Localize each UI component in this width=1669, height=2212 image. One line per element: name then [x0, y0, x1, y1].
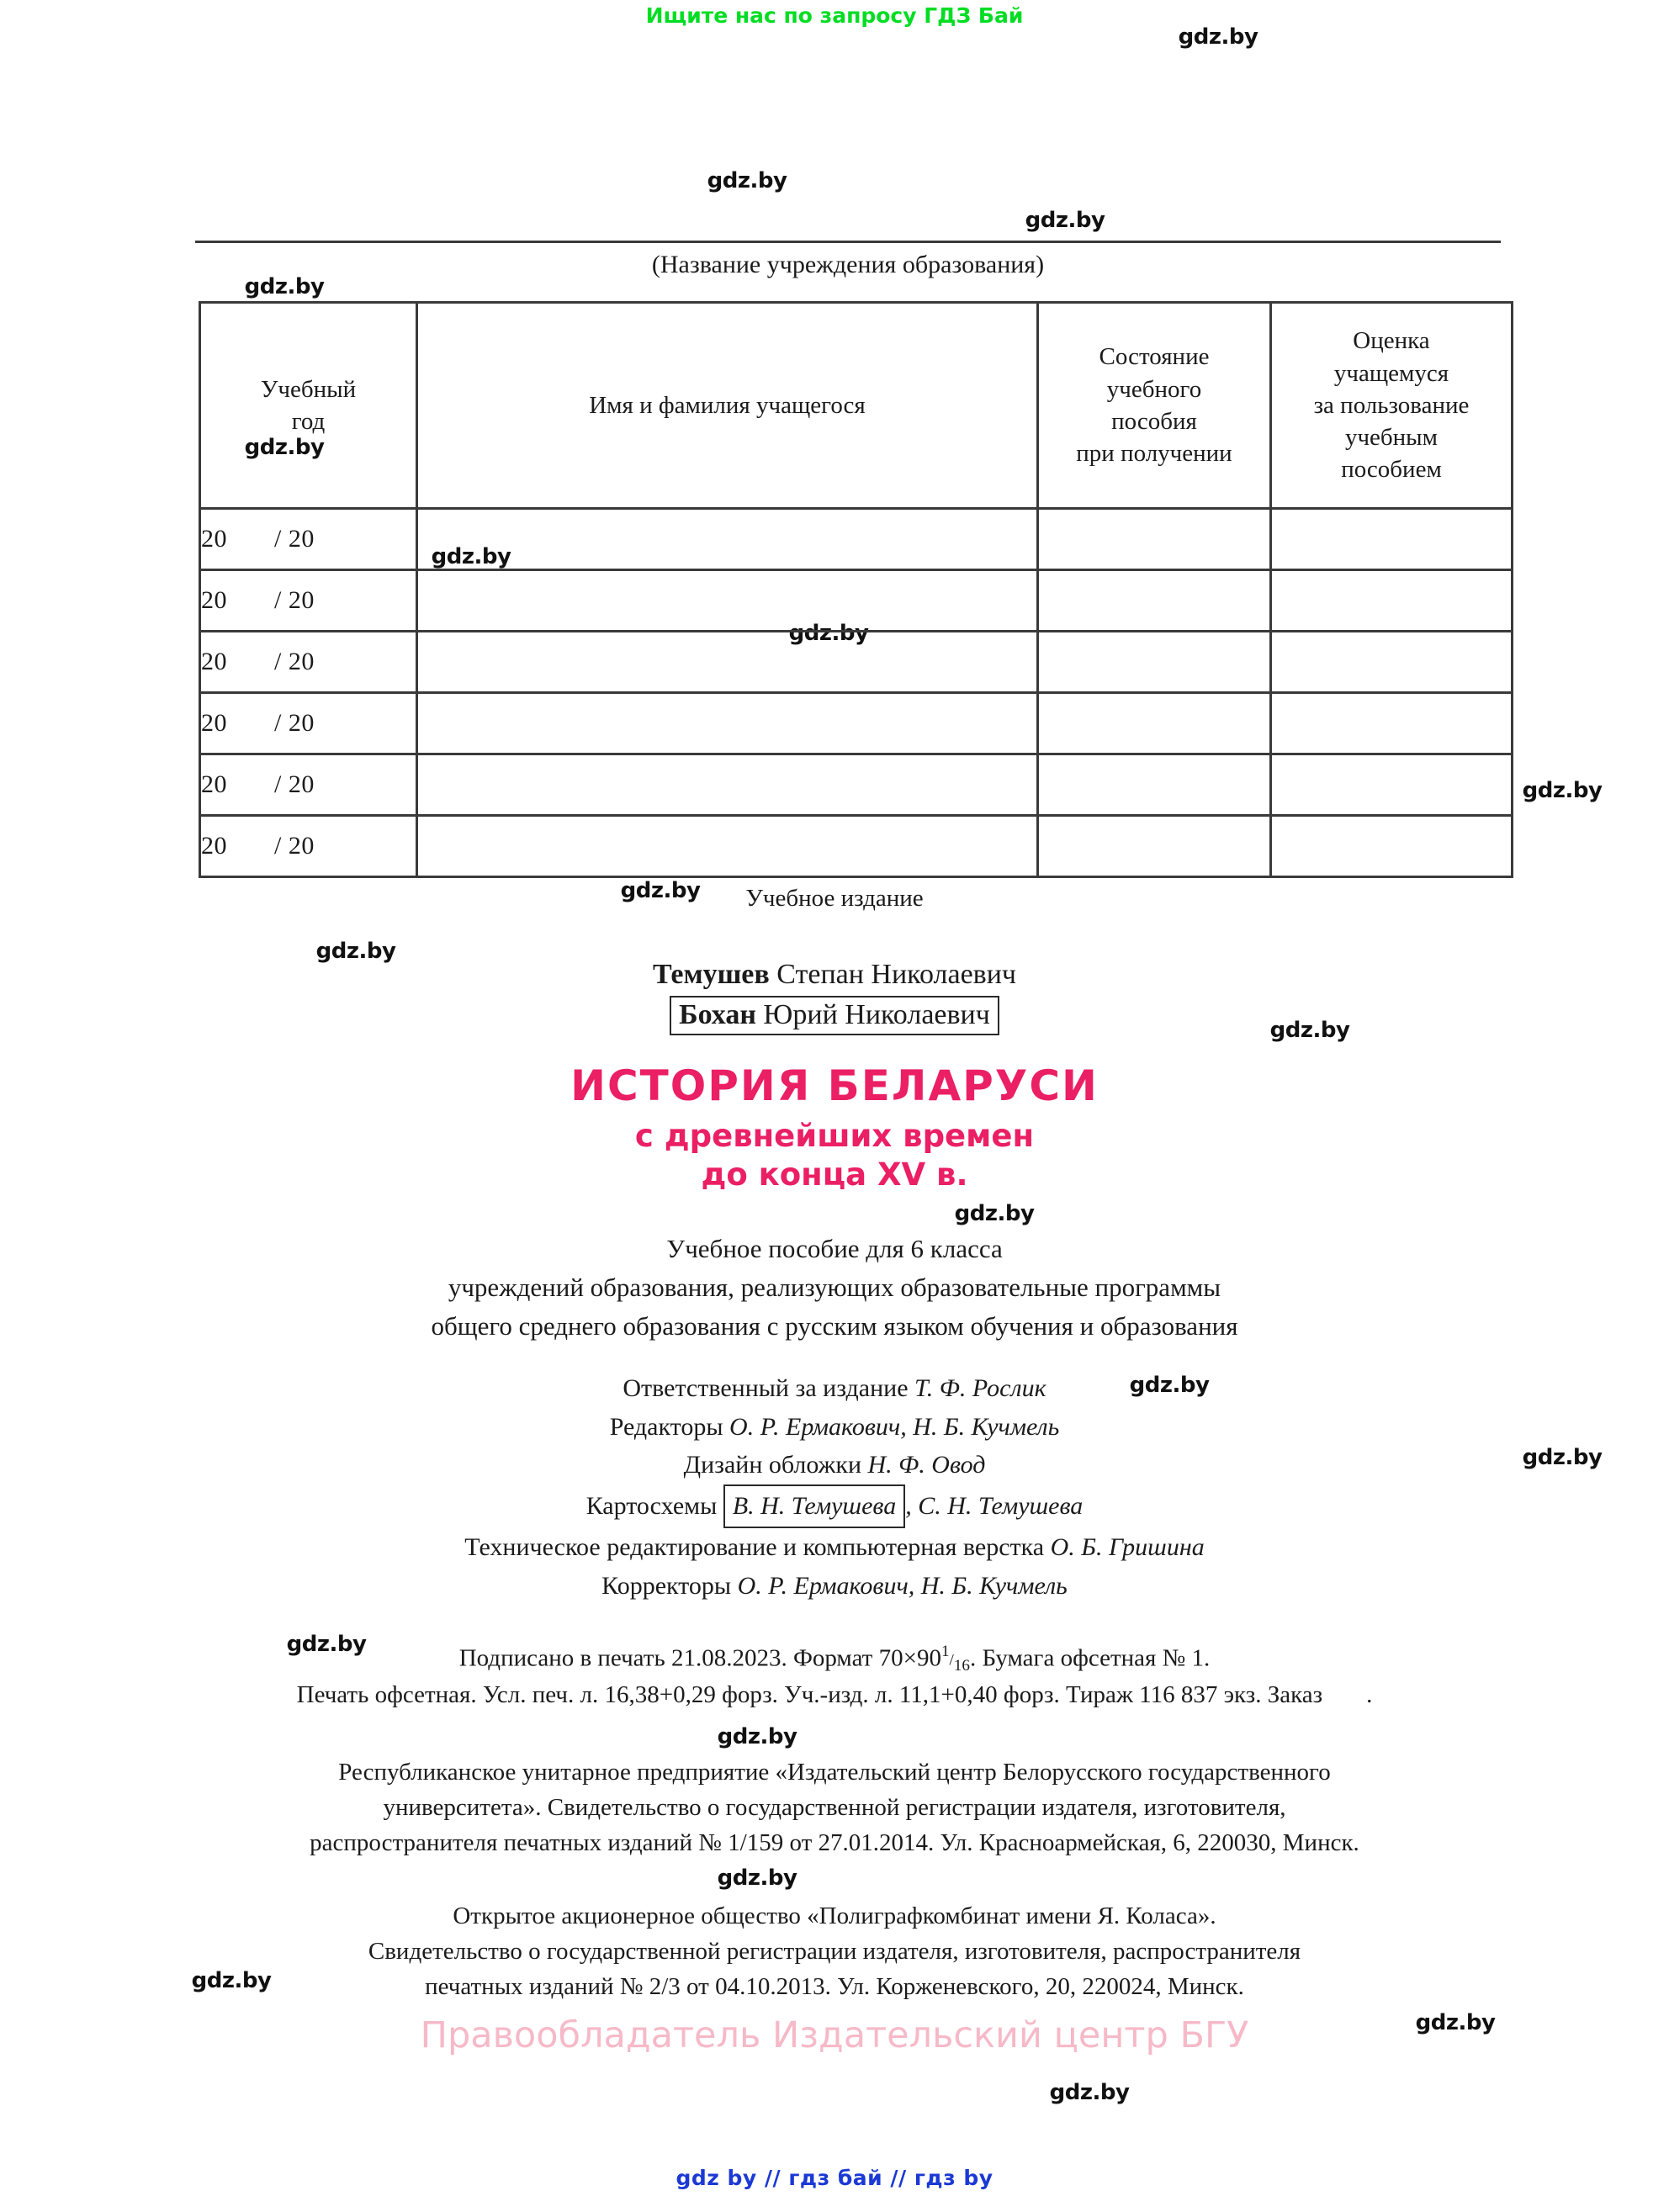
header-state-line-2: учебного	[1106, 375, 1202, 403]
institution-name-rule	[195, 241, 1501, 243]
year-from: 20	[201, 832, 227, 860]
publisher-printer-block	[0, 1898, 1669, 2004]
table-row	[200, 816, 1513, 877]
gdz-watermark: gdz.by	[244, 274, 325, 299]
credit-editors-name: О. Р. Ермакович, Н. Б. Кучмель	[729, 1412, 1060, 1441]
publisher-primary-block	[0, 1754, 1669, 1860]
gdz-watermark: gdz.by	[1049, 2080, 1130, 2105]
gdz-watermark: gdz.by	[717, 1724, 797, 1749]
year-from: 20	[201, 586, 227, 614]
cell-book-condition[interactable]	[1038, 509, 1271, 570]
header-mark-line-2: учащемуся	[1333, 359, 1449, 387]
copyright-watermark: Правообладатель Издательский центр БГУ	[420, 2014, 1249, 2056]
cell-academic-year[interactable]	[200, 816, 417, 877]
gdz-watermark: gdz.by	[244, 435, 325, 460]
table-row	[200, 693, 1513, 754]
gdz-watermark: gdz.by	[620, 878, 701, 903]
credit-maps	[0, 1484, 1669, 1529]
cell-book-condition[interactable]	[1038, 754, 1271, 816]
credit-responsible	[0, 1369, 1669, 1408]
cell-student-mark[interactable]	[1271, 509, 1513, 570]
header-year-line-1: Учебный	[260, 375, 357, 403]
publisher-primary-line-3: распространителя печатных изданий № 1/159 от 27.01.2014. Ул. Красноармейская, 6, 220030, Минск.	[310, 1829, 1359, 1857]
institution-caption: (Название учреждения образования)	[651, 251, 1045, 278]
purpose-line-2: учреждений образования, реализующих образовательные программы	[448, 1272, 1221, 1302]
header-mark-line-5: пособием	[1341, 456, 1442, 484]
purpose-line-3: общего среднего образования с русским языком обучения и образования	[431, 1310, 1238, 1341]
year-to: / 20	[274, 832, 315, 860]
credit-proofreaders-label: Корректоры	[601, 1571, 732, 1600]
book-subtitle-line-2: до конца XV в.	[701, 1156, 968, 1193]
table-header	[200, 303, 1513, 509]
author-1-lastname: Темушев	[652, 959, 770, 990]
gdz-watermark: gdz.by	[1129, 1373, 1210, 1398]
print-info-line-1-start: Подписано в печать 21.08.2023. Формат 70×90	[458, 1644, 941, 1672]
cell-book-condition[interactable]	[1038, 632, 1271, 693]
gdz-watermark: gdz.by	[191, 1968, 272, 1993]
cell-student-name[interactable]	[417, 509, 1038, 570]
cell-student-mark[interactable]	[1271, 754, 1513, 816]
gdz-watermark: gdz.by	[717, 1865, 797, 1891]
cell-book-condition[interactable]	[1038, 570, 1271, 632]
header-year-line-2: год	[291, 408, 326, 435]
purpose-line-1: Учебное пособие для 6 класса	[666, 1234, 1003, 1263]
cell-student-name[interactable]	[417, 570, 1038, 632]
table-row	[200, 632, 1513, 693]
book-subtitle-line-1: с древнейших времен	[634, 1118, 1035, 1154]
cell-academic-year[interactable]	[200, 693, 417, 754]
author-line-1	[0, 958, 1669, 991]
credit-proofreaders-name: О. Р. Ермакович, Н. Б. Кучмель	[737, 1571, 1068, 1600]
authors-block	[0, 958, 1669, 1035]
publisher-primary-line-1: Республиканское унитарное предприятие «Издательский центр Белорусского государственного	[338, 1759, 1331, 1786]
gdz-watermark: gdz.by	[431, 544, 511, 569]
gdz-watermark: gdz.by	[286, 1632, 367, 1657]
header-mark-line-4: учебным	[1344, 424, 1439, 452]
credit-maps-name-rest: , С. Н. Темушева	[905, 1491, 1084, 1520]
author-2-lastname: Бохан	[679, 999, 756, 1031]
year-to: / 20	[274, 709, 315, 737]
gdz-watermark: gdz.by	[1522, 778, 1603, 803]
gdz-watermark: gdz.by	[1415, 2010, 1496, 2035]
print-info-line-2	[0, 1678, 1669, 1713]
table-row	[200, 754, 1513, 816]
book-title: ИСТОРИЯ БЕЛАРУСИ	[570, 1061, 1099, 1110]
header-state-line-4: при получении	[1076, 440, 1232, 468]
header-name-text: Имя и фамилия учащегося	[589, 391, 866, 419]
credit-technical-label: Техническое редактирование и компьютерная верстка	[464, 1533, 1045, 1562]
credit-technical	[0, 1528, 1669, 1567]
gdz-watermark: gdz.by	[315, 939, 396, 964]
year-to: / 20	[274, 770, 315, 798]
publisher-printer-line-2: Свидетельство о государственной регистрации издателя, изготовителя, распространителя	[368, 1938, 1301, 1966]
cell-student-name[interactable]	[417, 754, 1038, 816]
author-2-firstname-patronymic: Юрий Николаевич	[763, 999, 990, 1031]
author-2-highlight-box	[670, 996, 999, 1035]
credit-technical-name: О. Б. Гришина	[1050, 1533, 1205, 1562]
print-run-info	[0, 1640, 1669, 1713]
cell-academic-year[interactable]	[200, 570, 417, 632]
credits-block	[0, 1369, 1669, 1606]
edition-kind-label: Учебное издание	[745, 885, 924, 912]
year-from: 20	[201, 770, 227, 798]
fraction-denominator: 16	[953, 1657, 970, 1675]
credit-cover-label: Дизайн обложки	[683, 1451, 862, 1479]
credit-maps-highlight-box	[723, 1484, 905, 1529]
column-header-student-mark	[1271, 303, 1513, 509]
publisher-printer-line-1: Открытое акционерное общество «Полиграфкомбинат имени Я. Коласа».	[453, 1902, 1216, 1929]
header-state-line-3: пособия	[1111, 408, 1197, 435]
print-info-line-1	[0, 1640, 1669, 1678]
cell-student-mark[interactable]	[1271, 632, 1513, 693]
credit-editors-label: Редакторы	[609, 1412, 723, 1441]
gdz-watermark: gdz.by	[1522, 1445, 1603, 1470]
header-mark-line-1: Оценка	[1353, 327, 1430, 355]
cell-academic-year[interactable]	[200, 509, 417, 570]
header-state-line-1: Состояние	[1099, 343, 1210, 371]
author-1-firstname-patronymic: Степан Николаевич	[776, 959, 1017, 990]
credit-maps-label: Картосхемы	[585, 1491, 718, 1520]
publisher-primary-line-2: университета». Свидетельство о государственной регистрации издателя, изготовителя,	[383, 1794, 1286, 1822]
year-to: / 20	[274, 648, 315, 675]
table-row	[200, 509, 1513, 570]
promo-watermark-top: Ищите нас по запросу ГДЗ Бай	[645, 3, 1024, 28]
gdz-watermark: gdz.by	[1269, 1018, 1350, 1043]
gdz-watermark: gdz.by	[788, 621, 869, 646]
cell-student-name[interactable]	[417, 693, 1038, 754]
credit-responsible-label: Ответственный за издание	[623, 1374, 909, 1402]
cell-student-name[interactable]	[417, 816, 1038, 877]
cell-academic-year[interactable]	[200, 754, 417, 816]
publisher-printer-line-3: печатных изданий № 2/3 от 04.10.2013. Ул. Корженевского, 20, 220024, Минск.	[425, 1973, 1244, 2001]
header-mark-line-3: за пользование	[1313, 391, 1470, 419]
year-to: / 20	[274, 586, 315, 614]
column-header-book-condition	[1038, 303, 1271, 509]
credit-proofreaders	[0, 1567, 1669, 1606]
print-info-line-2-text: Печать офсетная. Усл. печ. л. 16,38+0,29 форз. Уч.-изд. л. 11,1+0,40 форз. Тираж 116 837 экз. Заказ	[296, 1680, 1323, 1708]
gdz-watermark: gdz.by	[707, 168, 787, 193]
paper-format-fraction: 1/16	[940, 1643, 970, 1675]
book-subtitle	[0, 1117, 1669, 1195]
credit-editors	[0, 1408, 1669, 1447]
gdz-watermark: gdz.by	[1025, 208, 1105, 233]
year-from: 20	[201, 525, 227, 553]
credit-cover-name: Н. Ф. Овод	[867, 1451, 986, 1479]
credit-maps-name-boxed: В. Н. Темушева	[732, 1491, 897, 1520]
column-header-student-name	[417, 303, 1038, 509]
table-row	[200, 570, 1513, 632]
year-from: 20	[201, 648, 227, 675]
credit-cover-design	[0, 1446, 1669, 1484]
cell-student-mark[interactable]	[1271, 693, 1513, 754]
gdz-watermark: gdz.by	[954, 1201, 1035, 1226]
cell-book-condition[interactable]	[1038, 816, 1271, 877]
table-header-row	[200, 303, 1513, 509]
table-body	[200, 509, 1513, 877]
gdz-watermark: gdz.by	[1178, 24, 1258, 50]
cell-student-mark[interactable]	[1271, 816, 1513, 877]
fraction-numerator: 1	[940, 1643, 950, 1660]
book-purpose-block	[0, 1230, 1669, 1346]
cell-academic-year[interactable]	[200, 632, 417, 693]
credit-responsible-name: Т. Ф. Рослик	[914, 1374, 1046, 1402]
cell-student-name[interactable]	[417, 632, 1038, 693]
year-from: 20	[201, 709, 227, 737]
book-usage-table	[199, 301, 1513, 878]
author-line-2	[0, 996, 1669, 1035]
cell-student-mark[interactable]	[1271, 570, 1513, 632]
cell-book-condition[interactable]	[1038, 693, 1271, 754]
site-footer-watermark: gdz by // гдз бай // гдз by	[676, 2166, 993, 2190]
year-to: / 20	[274, 525, 315, 553]
print-info-line-2-tail: .	[1366, 1680, 1373, 1708]
print-info-line-1-end: . Бумага офсетная № 1.	[969, 1644, 1211, 1672]
column-header-academic-year	[200, 303, 417, 509]
